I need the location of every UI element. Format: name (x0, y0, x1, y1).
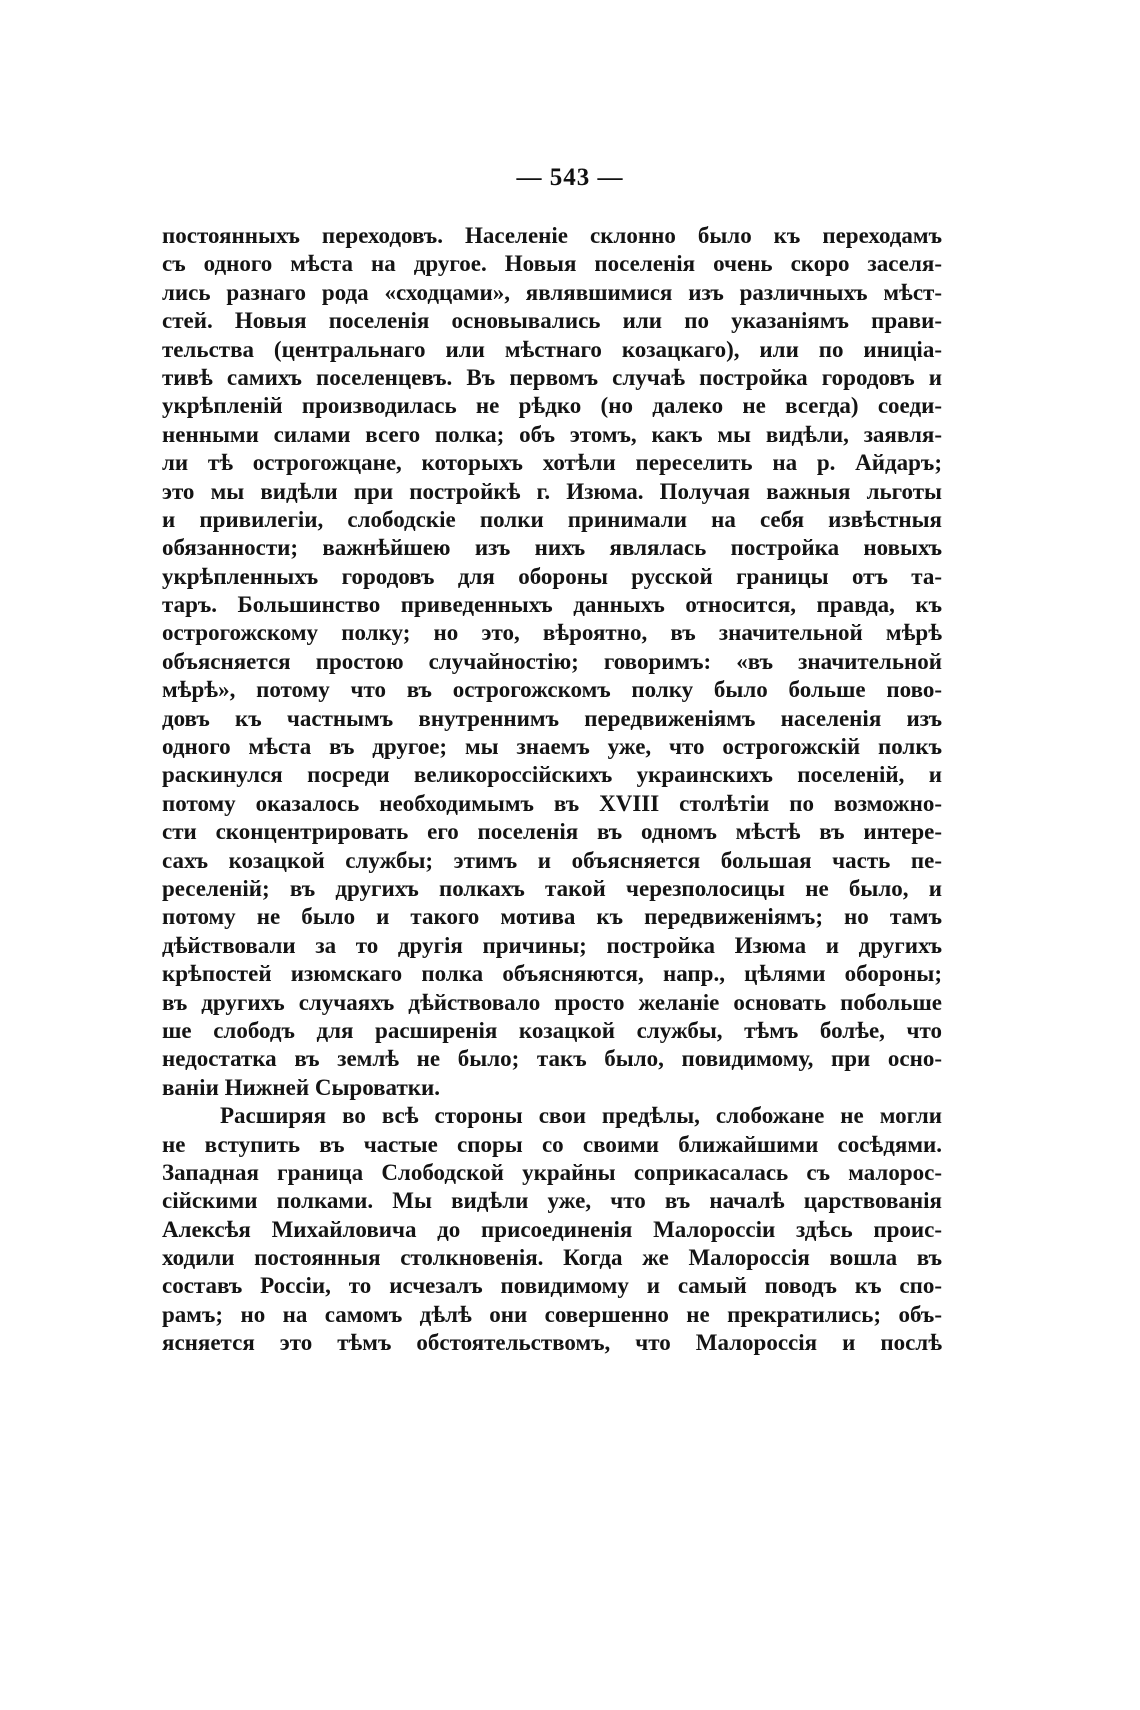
text-line: Алексѣя Михайловича до присоединенія Малороссіи здѣсь проис- (162, 1216, 942, 1242)
text-line: довъ къ частнымъ внутреннимъ передвиженіямъ населенія изъ (162, 705, 942, 731)
text-line: Расширяя во всѣ стороны свои предѣлы, слобожане не могли (220, 1103, 942, 1129)
page-number: — 543 — (516, 164, 624, 191)
text-line: постоянныхъ переходовъ. Населеніе склонно было къ переходамъ (162, 223, 942, 248)
text-line: острогожскому полку; но это, вѣроятно, въ значительной мѣрѣ (162, 620, 942, 646)
text-line: недостатка въ землѣ не было; такъ было, повидимому, при осно- (162, 1046, 942, 1072)
text-line: обязанности; важнѣйшею изъ нихъ являлась постройка новыхъ (162, 535, 942, 561)
text-line: въ другихъ случаяхъ дѣйствовало просто желаніе основать побольше (162, 989, 942, 1015)
text-line: реселеній; въ другихъ полкахъ такой черезполосицы не было, и (162, 875, 942, 901)
text-line: Западная граница Слободской украйны соприкасалась съ малорос- (162, 1159, 942, 1185)
text-line: рамъ; но на самомъ дѣлѣ они совершенно не прекратились; объ- (162, 1301, 942, 1327)
text-line: ше слободъ для расширенія козацкой службы, тѣмъ болѣе, что (162, 1017, 942, 1043)
text-line: крѣпостей изюмскаго полка объясняются, напр., цѣлями обороны; (162, 961, 942, 987)
text-line: сти сконцентрировать его поселенія въ одномъ мѣстѣ въ интере- (162, 819, 942, 845)
text-line: тельства (центральнаго или мѣстнаго козацкаго), или по иниціа- (162, 336, 942, 362)
text-line: стей. Новыя поселенія основывались или по указаніямъ прави- (162, 308, 942, 334)
paragraph (162, 222, 942, 1102)
text-line: одного мѣста въ другое; мы знаемъ уже, что острогожскій полкъ (162, 734, 942, 760)
text-line: ненными силами всего полка; объ этомъ, какъ мы видѣли, заявля- (162, 421, 942, 447)
text-line: укрѣпленій производилась не рѣдко (но далеко не всегда) соеди- (162, 393, 942, 419)
text-line: и привилегіи, слободскіе полки принимали на себя извѣстныя (162, 506, 942, 532)
text-line: ходили постоянныя столкновенія. Когда же Малороссія вошла въ (162, 1245, 942, 1271)
text-line: составъ Россіи, то исчезалъ повидимому и самый поводъ къ спо- (162, 1273, 942, 1299)
text-line: таръ. Большинство приведенныхъ данныхъ относится, правда, къ (162, 592, 942, 618)
text-line: это мы видѣли при постройкѣ г. Изюма. Получая важныя льготы (162, 478, 942, 504)
text-line: потому оказалось необходимымъ въ XVIII столѣтіи по возможно- (162, 790, 942, 816)
text-line: съ одного мѣста на другое. Новыя поселенія очень скоро заселя- (162, 251, 942, 277)
text-line: мѣрѣ», потому что въ острогожскомъ полку было больше пово- (162, 677, 942, 703)
text-line: тивѣ самихъ поселенцевъ. Въ первомъ случаѣ постройка городовъ и (162, 364, 942, 390)
text-line: ясняется это тѣмъ обстоятельствомъ, что Малороссія и послѣ (162, 1330, 942, 1356)
text-line: дѣйствовали за то другія причины; постройка Изюма и другихъ (162, 932, 942, 958)
text-line: раскинулся посреди великороссійскихъ украинскихъ поселеній, и (162, 762, 942, 788)
text-line: потому не было и такого мотива къ передвиженіямъ; но тамъ (162, 904, 942, 930)
text-line: ваніи Нижней Сыроватки. (162, 1074, 441, 1100)
text-line: не вступить въ частые споры со своими ближайшими сосѣдями. (162, 1131, 942, 1157)
text-line: сахъ козацкой службы; этимъ и объясняется большая часть пе- (162, 847, 942, 873)
text-line: укрѣпленныхъ городовъ для обороны русской границы отъ та- (162, 563, 942, 589)
text-line: лись разнаго рода «сходцами», являвшимися изъ различныхъ мѣст- (162, 279, 942, 305)
text-line: ли тѣ острогожцане, которыхъ хотѣли переселить на р. Айдаръ; (162, 450, 942, 476)
paragraph (162, 1102, 942, 1358)
text-line: сійскими полками. Мы видѣли уже, что въ началѣ царствованія (162, 1188, 942, 1214)
text-line: объясняется простою случайностію; говоримъ: «въ значительной (162, 648, 942, 674)
body-text (162, 222, 942, 1358)
